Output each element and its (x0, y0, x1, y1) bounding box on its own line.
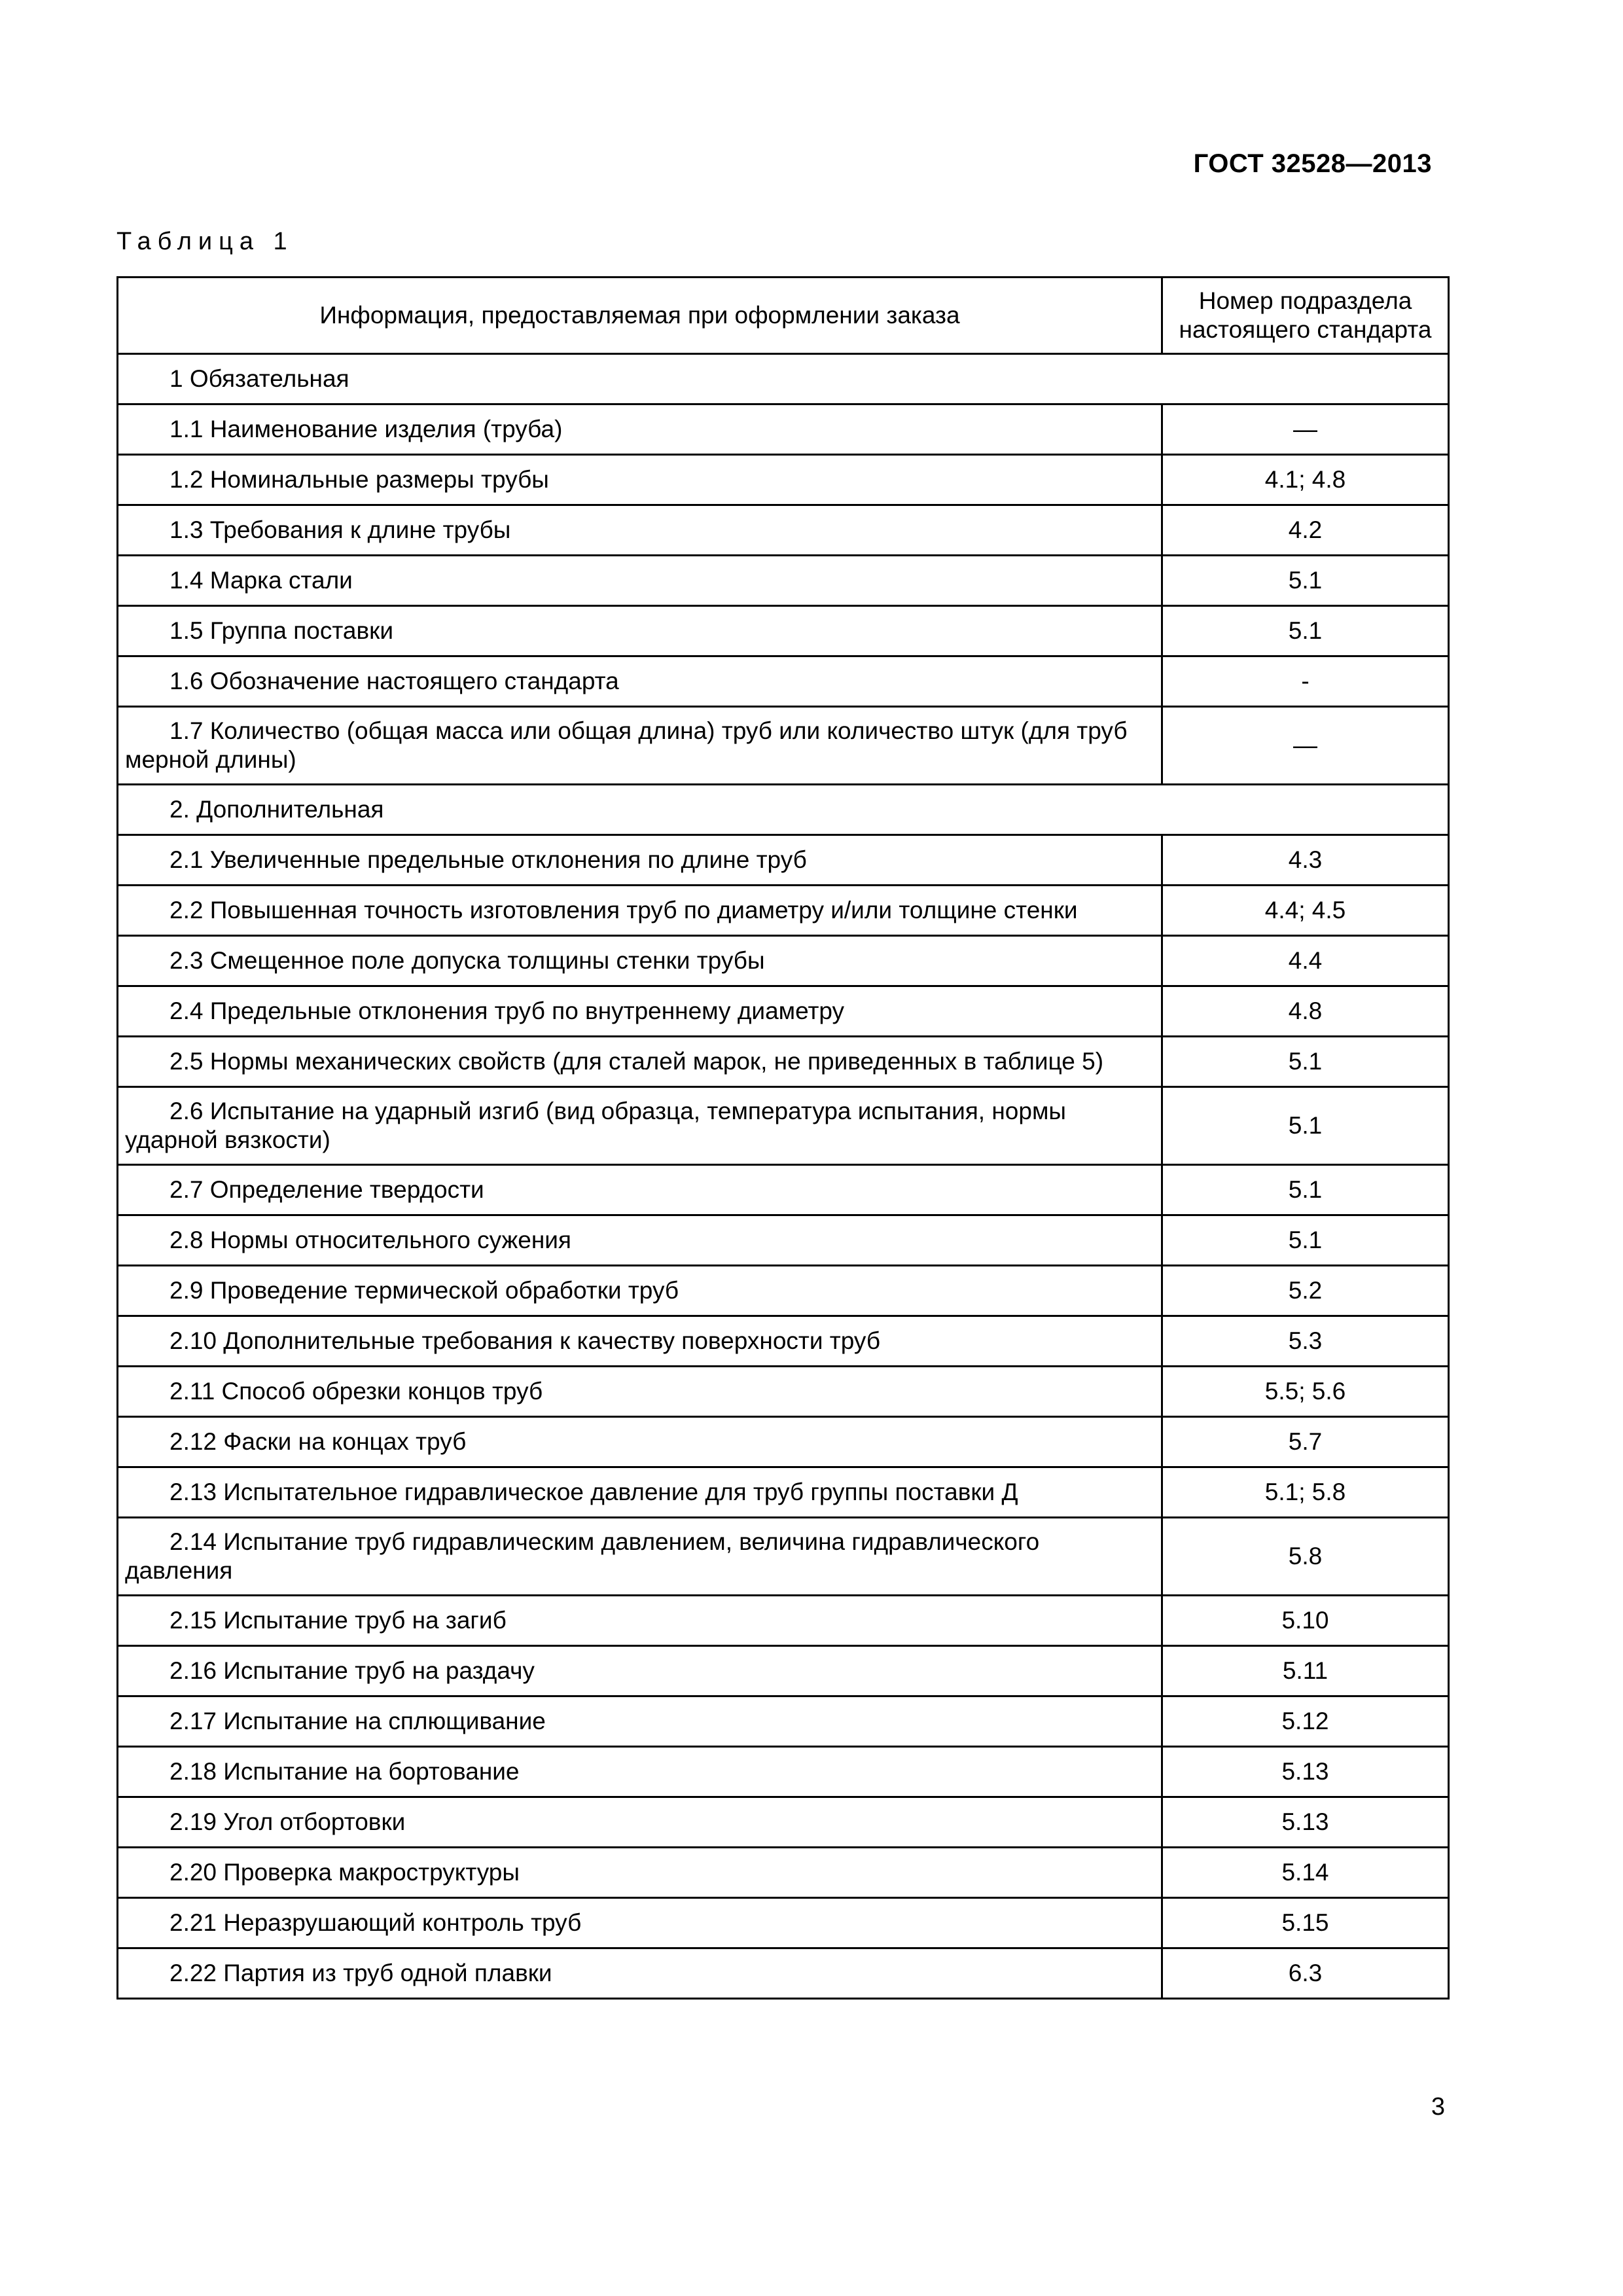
requirement-cell (118, 656, 1162, 707)
table-section-row (118, 785, 1449, 835)
requirement-cell (118, 1367, 1162, 1417)
requirement-text: 2.18 Испытание на бортование (169, 1758, 520, 1785)
subsection-number-cell: 5.14 (1162, 1848, 1449, 1898)
requirement-text: 2.7 Определение твердости (169, 1176, 484, 1203)
requirement-text: 2.12 Фаски на концах труб (169, 1428, 467, 1455)
requirement-cell (118, 1797, 1162, 1848)
requirement-text: 2.20 Проверка макроструктуры (169, 1859, 520, 1886)
requirement-cell (118, 835, 1162, 886)
requirement-text: 1.2 Номинальные размеры трубы (169, 466, 549, 493)
document-code: ГОСТ 32528—2013 (1193, 149, 1432, 178)
subsection-number-cell: 5.10 (1162, 1596, 1449, 1646)
requirement-cell (118, 986, 1162, 1037)
requirement-text: 2.1 Увеличенные предельные отклонения по длине труб (169, 846, 807, 873)
subsection-number-cell: 5.1 (1162, 556, 1449, 606)
requirement-cell (118, 1747, 1162, 1797)
table-row (118, 835, 1449, 886)
table-label: Таблица 1 (116, 228, 294, 255)
table-row (118, 1037, 1449, 1087)
subsection-number-cell: 4.1; 4.8 (1162, 455, 1449, 505)
table-row (118, 1215, 1449, 1266)
requirement-text: 1.5 Группа поставки (169, 617, 393, 644)
table-header-row (118, 278, 1449, 354)
table-row (118, 656, 1449, 707)
subsection-number-cell: 5.13 (1162, 1747, 1449, 1797)
table-row (118, 1948, 1449, 1999)
subsection-number-cell: 5.1 (1162, 606, 1449, 656)
requirement-text: 2.17 Испытание на сплющивание (169, 1708, 546, 1734)
subsection-number-cell: 4.2 (1162, 505, 1449, 556)
subsection-number-cell: 5.1 (1162, 1087, 1449, 1165)
subsection-number-cell: 5.15 (1162, 1898, 1449, 1948)
table-row (118, 1165, 1449, 1215)
section-title-text: 2. Дополнительная (169, 796, 384, 823)
requirement-cell (118, 455, 1162, 505)
subsection-number-cell: 5.1 (1162, 1037, 1449, 1087)
table-row (118, 986, 1449, 1037)
requirement-cell (118, 1898, 1162, 1948)
requirement-cell (118, 1696, 1162, 1747)
table-row (118, 1467, 1449, 1518)
table-row (118, 556, 1449, 606)
table-row (118, 1646, 1449, 1696)
requirement-cell (118, 1165, 1162, 1215)
requirement-text: 1.4 Марка стали (169, 567, 353, 594)
requirement-cell (118, 1467, 1162, 1518)
table-body (118, 354, 1449, 1999)
table-row (118, 1087, 1449, 1165)
table-row (118, 936, 1449, 986)
column-header-info: Информация, предоставляемая при оформлении заказа (118, 278, 1162, 354)
subsection-number-cell: - (1162, 656, 1449, 707)
table-row (118, 1367, 1449, 1417)
requirement-cell (118, 1087, 1162, 1165)
subsection-number-cell: 5.1 (1162, 1215, 1449, 1266)
table-section-row (118, 354, 1449, 404)
requirement-text: 2.3 Смещенное поле допуска толщины стенки трубы (169, 947, 765, 974)
requirement-text: 2.11 Способ обрезки концов труб (169, 1378, 543, 1405)
subsection-number-cell: 5.5; 5.6 (1162, 1367, 1449, 1417)
requirement-text: 2.2 Повышенная точность изготовления труб по диаметру и/или толщине стенки (169, 897, 1078, 924)
requirement-cell (118, 505, 1162, 556)
table-row (118, 1696, 1449, 1747)
table-row (118, 455, 1449, 505)
requirement-cell (118, 1417, 1162, 1467)
table-row (118, 1518, 1449, 1596)
requirement-text: 2.13 Испытательное гидравлическое давление для труб группы поставки Д (169, 1479, 1018, 1505)
subsection-number-cell: 4.4 (1162, 936, 1449, 986)
requirement-text: 2.4 Предельные отклонения труб по внутреннему диаметру (169, 997, 845, 1024)
table-row (118, 1316, 1449, 1367)
requirement-text: 2.15 Испытание труб на загиб (169, 1607, 507, 1634)
requirement-cell (118, 556, 1162, 606)
table-row (118, 707, 1449, 785)
requirement-cell (118, 404, 1162, 455)
requirement-text: 2.10 Дополнительные требования к качеству поверхности труб (169, 1327, 881, 1354)
requirement-cell (118, 1215, 1162, 1266)
requirement-text: 2.22 Партия из труб одной плавки (169, 1960, 552, 1986)
subsection-number-cell: 5.7 (1162, 1417, 1449, 1467)
subsection-number-cell: 5.11 (1162, 1646, 1449, 1696)
requirement-text: 1.3 Требования к длине трубы (169, 516, 511, 543)
table-row (118, 886, 1449, 936)
subsection-number-cell: 4.3 (1162, 835, 1449, 886)
subsection-number-cell: — (1162, 404, 1449, 455)
requirement-cell (118, 606, 1162, 656)
requirement-cell (118, 936, 1162, 986)
table-row (118, 1848, 1449, 1898)
requirement-cell (118, 707, 1162, 785)
subsection-number-cell: 5.2 (1162, 1266, 1449, 1316)
requirement-cell (118, 1596, 1162, 1646)
table-row (118, 1898, 1449, 1948)
table-row (118, 1596, 1449, 1646)
subsection-number-cell: 5.1; 5.8 (1162, 1467, 1449, 1518)
requirement-text: 2.14 Испытание труб гидравлическим давлением, величина гидравлического давления (125, 1528, 1040, 1584)
table-row (118, 1417, 1449, 1467)
requirement-text: 2.6 Испытание на ударный изгиб (вид образца, температура испытания, нормы ударной вязкости) (125, 1098, 1066, 1153)
requirement-text: 2.19 Угол отбортовки (169, 1808, 406, 1835)
subsection-number-cell: 5.1 (1162, 1165, 1449, 1215)
requirement-cell (118, 1518, 1162, 1596)
table-row (118, 1797, 1449, 1848)
table-row (118, 1266, 1449, 1316)
section-title-cell (118, 354, 1449, 404)
column-header-subsection: Номер подраздела настоящего стандарта (1162, 278, 1449, 354)
requirement-cell (118, 1266, 1162, 1316)
subsection-number-cell: 6.3 (1162, 1948, 1449, 1999)
section-title-text: 1 Обязательная (169, 365, 349, 392)
requirement-text: 2.16 Испытание труб на раздачу (169, 1657, 535, 1684)
section-title-cell (118, 785, 1449, 835)
requirement-cell (118, 886, 1162, 936)
subsection-number-cell: 5.12 (1162, 1696, 1449, 1747)
requirement-cell (118, 1646, 1162, 1696)
requirement-text: 1.1 Наименование изделия (труба) (169, 416, 563, 442)
subsection-number-cell: 5.13 (1162, 1797, 1449, 1848)
requirement-text: 2.9 Проведение термической обработки труб (169, 1277, 679, 1304)
requirement-text: 1.7 Количество (общая масса или общая длина) труб или количество штук (для труб мерной длины) (125, 717, 1128, 773)
requirement-text: 2.21 Неразрушающий контроль труб (169, 1909, 582, 1936)
subsection-number-cell: 5.3 (1162, 1316, 1449, 1367)
page-number: 3 (1431, 2093, 1445, 2121)
requirement-cell (118, 1037, 1162, 1087)
table-row (118, 404, 1449, 455)
requirement-cell (118, 1848, 1162, 1898)
requirement-cell (118, 1316, 1162, 1367)
table-row (118, 505, 1449, 556)
subsection-number-cell: — (1162, 707, 1449, 785)
requirement-cell (118, 1948, 1162, 1999)
requirement-text: 2.5 Нормы механических свойств (для сталей марок, не приведенных в таблице 5) (169, 1048, 1104, 1075)
table-row (118, 606, 1449, 656)
requirement-text: 1.6 Обозначение настоящего стандарта (169, 668, 619, 694)
requirement-text: 2.8 Нормы относительного сужения (169, 1227, 571, 1253)
table-row (118, 1747, 1449, 1797)
subsection-number-cell: 4.8 (1162, 986, 1449, 1037)
order-info-table (116, 276, 1450, 2000)
subsection-number-cell: 4.4; 4.5 (1162, 886, 1449, 936)
subsection-number-cell: 5.8 (1162, 1518, 1449, 1596)
